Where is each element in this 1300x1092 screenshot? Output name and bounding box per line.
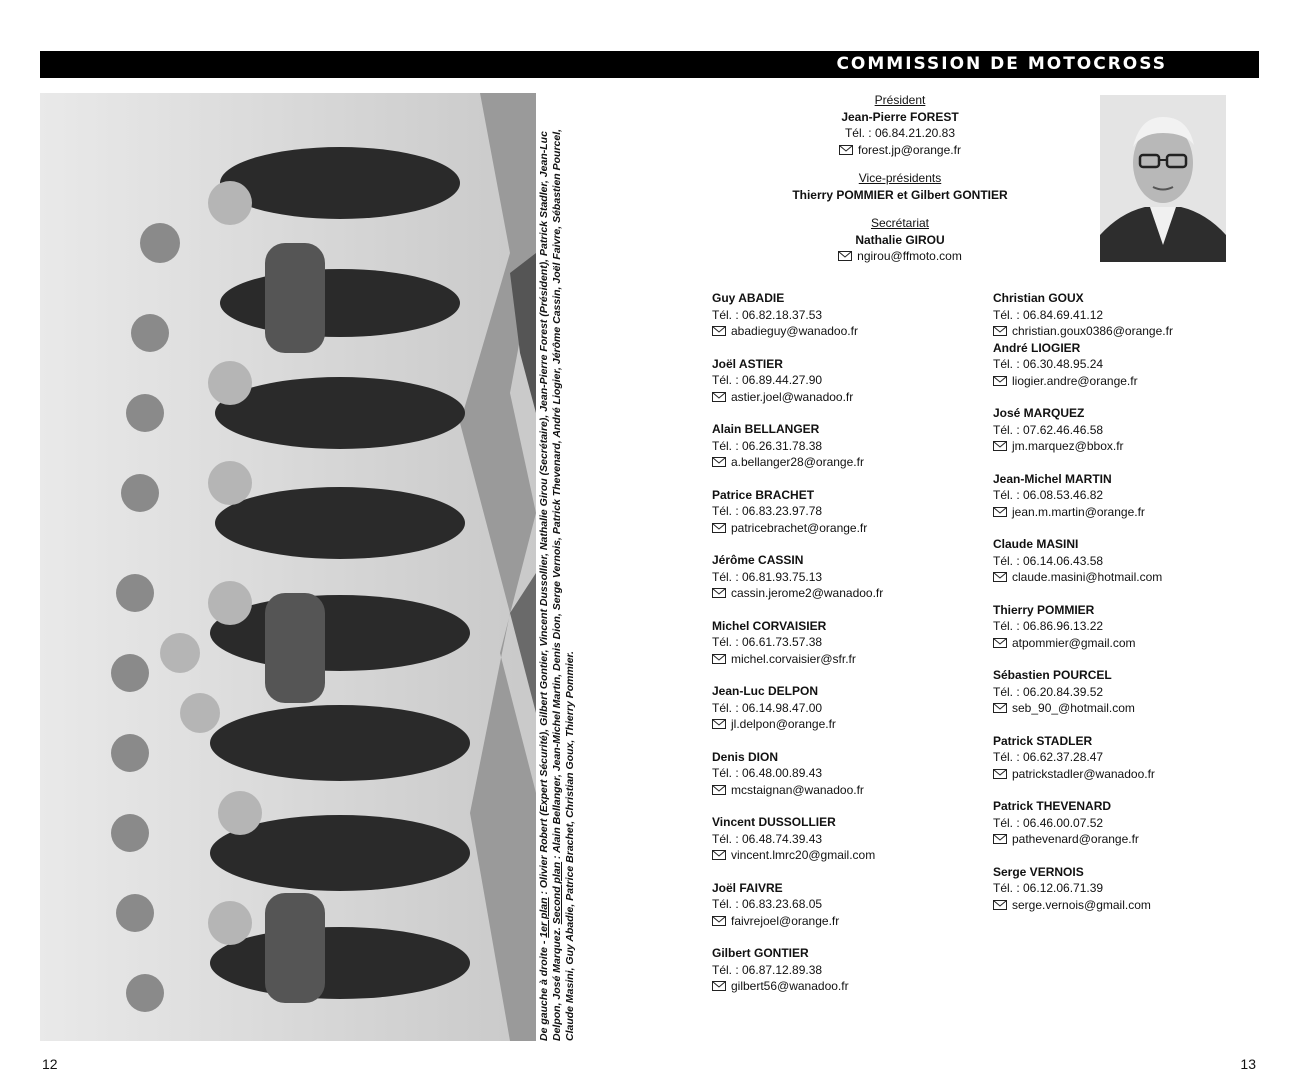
envelope-icon: [838, 251, 852, 261]
member-name: Patrice BRACHET: [712, 487, 815, 502]
member-tel: Tél. : 06.61.73.57.38: [712, 635, 823, 649]
envelope-icon: [993, 703, 1007, 713]
secretary-name: Nathalie GIROU: [855, 232, 945, 247]
member-email-line: [712, 323, 972, 340]
member-entry: [712, 749, 972, 799]
member-email[interactable]: vincent.lmrc20@gmail.com: [731, 848, 876, 862]
member-name: Patrick THEVENARD: [993, 799, 1112, 813]
member-email-line: [712, 716, 972, 733]
member-email-line: [712, 782, 972, 799]
caption-intro: De gauche à droite -: [538, 937, 550, 1041]
vice-role: Vice-présidents: [858, 171, 942, 185]
group-photo: [40, 93, 536, 1041]
president-name: Jean-Pierre FOREST: [841, 109, 959, 124]
member-name: Joël FAIVRE: [712, 880, 783, 895]
member-name: Jérôme CASSIN: [712, 553, 804, 567]
president-block: [760, 92, 1040, 158]
envelope-icon: [993, 900, 1007, 910]
member-name: Vincent DUSSOLLIER: [712, 815, 836, 829]
member-email-line: [993, 323, 1253, 340]
member-email-line: [712, 585, 972, 602]
envelope-icon: [712, 916, 726, 926]
member-email[interactable]: liogier.andre@orange.fr: [1012, 373, 1138, 388]
member-email[interactable]: mcstaignan@wanadoo.fr: [731, 782, 864, 797]
member-entry: [993, 471, 1253, 521]
member-email[interactable]: christian.goux0386@orange.fr: [1012, 324, 1173, 338]
member-tel: Tél. : 06.89.44.27.90: [712, 373, 823, 387]
envelope-icon: [993, 834, 1007, 844]
member-entry: [993, 405, 1253, 455]
member-tel: Tél. : 06.86.96.13.22: [993, 619, 1104, 633]
photo-caption: [538, 93, 580, 1041]
member-name: Alain BELLANGER: [712, 422, 820, 436]
member-tel: Tél. : 06.83.23.68.05: [712, 897, 823, 911]
member-email[interactable]: abadieguy@wanadoo.fr: [731, 324, 858, 338]
page-number-right: 13: [1240, 1056, 1256, 1072]
member-entry: [993, 733, 1253, 783]
envelope-icon: [712, 981, 726, 991]
member-email-line: [993, 635, 1253, 652]
envelope-icon: [993, 376, 1007, 386]
member-tel: Tél. : 06.87.12.89.38: [712, 962, 823, 977]
member-entry: [993, 798, 1253, 848]
member-tel: Tél. : 06.20.84.39.52: [993, 684, 1104, 699]
member-name: Thierry POMMIER: [993, 602, 1095, 617]
member-tel: Tél. : 06.83.23.97.78: [712, 504, 823, 518]
member-entry: [993, 864, 1253, 914]
member-name: Jean-Michel MARTIN: [993, 471, 1112, 486]
member-tel: Tél. : 06.46.00.07.52: [993, 815, 1104, 830]
secretary-role: Secrétariat: [870, 216, 930, 230]
member-entry: [712, 421, 972, 471]
header-bar: [40, 51, 1259, 78]
member-tel: Tél. : 06.14.06.43.58: [993, 553, 1104, 568]
member-email[interactable]: a.bellanger28@orange.fr: [731, 455, 864, 469]
member-email-line: [712, 913, 972, 930]
member-name: Serge VERNOIS: [993, 864, 1084, 879]
member-name: Denis DION: [712, 749, 779, 764]
member-entry: [712, 290, 972, 340]
member-entry: [712, 880, 972, 930]
member-email-line: [993, 569, 1253, 586]
member-name: José MARQUEZ: [993, 406, 1085, 420]
member-tel: Tél. : 06.14.98.47.00: [712, 700, 823, 715]
member-tel: Tél. : 06.81.93.75.13: [712, 569, 823, 584]
envelope-icon: [993, 572, 1007, 582]
member-email-line: [993, 504, 1253, 521]
group-photo-image: [40, 93, 536, 1041]
envelope-icon: [712, 719, 726, 729]
secretary-email[interactable]: ngirou@ffmoto.com: [857, 249, 962, 263]
member-entry: [993, 602, 1253, 652]
member-entry: [712, 683, 972, 733]
member-name: Claude MASINI: [993, 537, 1079, 551]
president-email[interactable]: forest.jp@orange.fr: [858, 142, 961, 157]
member-email-line: [712, 389, 972, 406]
member-name: Joël ASTIER: [712, 356, 783, 371]
secretary-block: [760, 215, 1040, 265]
member-entry: [712, 356, 972, 406]
envelope-icon: [993, 638, 1007, 648]
vice-names: Thierry POMMIER et Gilbert GONTIER: [792, 187, 1008, 202]
envelope-icon: [712, 392, 726, 402]
member-email[interactable]: patrickstadler@wanadoo.fr: [1012, 766, 1155, 781]
member-tel: Tél. : 06.30.48.95.24: [993, 357, 1104, 371]
member-email-line: [712, 847, 972, 864]
member-entry: [712, 552, 972, 602]
member-name: Guy ABADIE: [712, 291, 785, 305]
president-email-line: [760, 142, 1040, 159]
member-entry: [993, 536, 1253, 586]
page-number-left: 12: [42, 1056, 58, 1072]
envelope-icon: [712, 850, 726, 860]
member-email[interactable]: jm.marquez@bbox.fr: [1012, 439, 1124, 453]
caption-first-text: : Olivier Robert (Expert Sécurité), Gilbert Gontier, Vincent Dussollier, Nathalie Girou (Secrétaire), Jean-Pierre Forest (Président), Patrick Stadler, Jean-Luc Delpon, José Marquez.: [538, 131, 563, 1041]
caption-first-label: 1er plan: [538, 897, 550, 938]
member-tel: Tél. : 07.62.46.46.58: [993, 422, 1104, 437]
member-email[interactable]: seb_90_@hotmail.com: [1012, 701, 1135, 715]
member-entry: [712, 618, 972, 668]
envelope-icon: [839, 145, 853, 155]
member-email[interactable]: jl.delpon@orange.fr: [731, 717, 836, 731]
member-email-line: [712, 454, 972, 471]
president-tel: Tél. : 06.84.21.20.83: [844, 126, 956, 140]
envelope-icon: [993, 326, 1007, 336]
envelope-icon: [712, 457, 726, 467]
member-tel: Tél. : 06.62.37.28.47: [993, 750, 1104, 764]
member-email[interactable]: cassin.jerome2@wanadoo.fr: [731, 586, 884, 600]
portrait-image: [1100, 95, 1226, 262]
member-entry: [712, 945, 972, 995]
officers-block: [760, 92, 1040, 277]
envelope-icon: [712, 326, 726, 336]
member-tel: Tél. : 06.48.74.39.43: [712, 831, 823, 846]
envelope-icon: [993, 769, 1007, 779]
envelope-icon: [712, 523, 726, 533]
member-email-line: [993, 700, 1253, 717]
president-role: Président: [874, 93, 926, 107]
member-name: Patrick STADLER: [993, 733, 1093, 748]
member-email[interactable]: serge.vernois@gmail.com: [1012, 897, 1151, 912]
member-email[interactable]: pathevenard@orange.fr: [1012, 832, 1139, 846]
member-email-line: [993, 766, 1253, 783]
member-tel: Tél. : 06.08.53.46.82: [993, 488, 1104, 502]
member-tel: Tél. : 06.48.00.89.43: [712, 766, 823, 780]
member-email[interactable]: astier.joel@wanadoo.fr: [731, 389, 854, 404]
president-portrait: [1100, 95, 1226, 262]
member-email[interactable]: faivrejoel@orange.fr: [731, 913, 840, 928]
member-email-line: [993, 831, 1253, 848]
member-tel: Tél. : 06.82.18.37.53: [712, 307, 823, 322]
member-email[interactable]: atpommier@gmail.com: [1012, 635, 1136, 650]
envelope-icon: [712, 654, 726, 664]
member-email[interactable]: patricebrachet@orange.fr: [731, 520, 868, 535]
member-entry: [712, 814, 972, 864]
page-title: COMMISSION DE MOTOCROSS: [836, 54, 1167, 74]
member-name: Christian GOUX: [993, 291, 1084, 305]
vice-block: [760, 170, 1040, 203]
member-email-line: [993, 438, 1253, 455]
caption-second-label: Second plan: [551, 861, 563, 925]
envelope-icon: [712, 785, 726, 795]
member-name: Michel CORVAISIER: [712, 618, 827, 633]
member-entry: [993, 667, 1253, 717]
member-name: Jean-Luc DELPON: [712, 684, 819, 698]
member-name: André LIOGIER: [993, 340, 1081, 355]
member-email[interactable]: claude.masini@hotmail.com: [1012, 570, 1163, 584]
member-entry: [993, 340, 1253, 390]
member-entry: [993, 290, 1253, 340]
envelope-icon: [993, 441, 1007, 451]
secretary-email-line: [760, 248, 1040, 265]
members-left-column: [712, 290, 972, 1011]
members-right-column: [993, 290, 1253, 929]
member-email-line: [993, 897, 1253, 914]
member-email[interactable]: michel.corvaisier@sfr.fr: [731, 651, 856, 666]
member-email-line: [712, 978, 972, 995]
envelope-icon: [712, 588, 726, 598]
member-tel: Tél. : 06.84.69.41.12: [993, 307, 1104, 322]
envelope-icon: [993, 507, 1007, 517]
caption-second-text: : Alain Bellanger, Jean-Michel Martin, Denis Dion, Serge Vernois, Patrick Thevenard, André Liogier, Jérôme Cassin, Joël Faivre, Sébastien Pourcel, Claude Masini, Guy Abadie, Patrice Brachet, Christian Goux, Thierry Pommier.: [551, 128, 576, 1041]
member-email-line: [712, 520, 972, 537]
member-email-line: [993, 373, 1253, 390]
member-email[interactable]: jean.m.martin@orange.fr: [1012, 504, 1145, 519]
member-name: Sébastien POURCEL: [993, 668, 1112, 682]
member-email[interactable]: gilbert56@wanadoo.fr: [731, 979, 849, 993]
member-email-line: [712, 651, 972, 668]
member-name: Gilbert GONTIER: [712, 946, 809, 960]
member-tel: Tél. : 06.12.06.71.39: [993, 881, 1104, 895]
member-entry: [712, 487, 972, 537]
member-tel: Tél. : 06.26.31.78.38: [712, 438, 823, 453]
